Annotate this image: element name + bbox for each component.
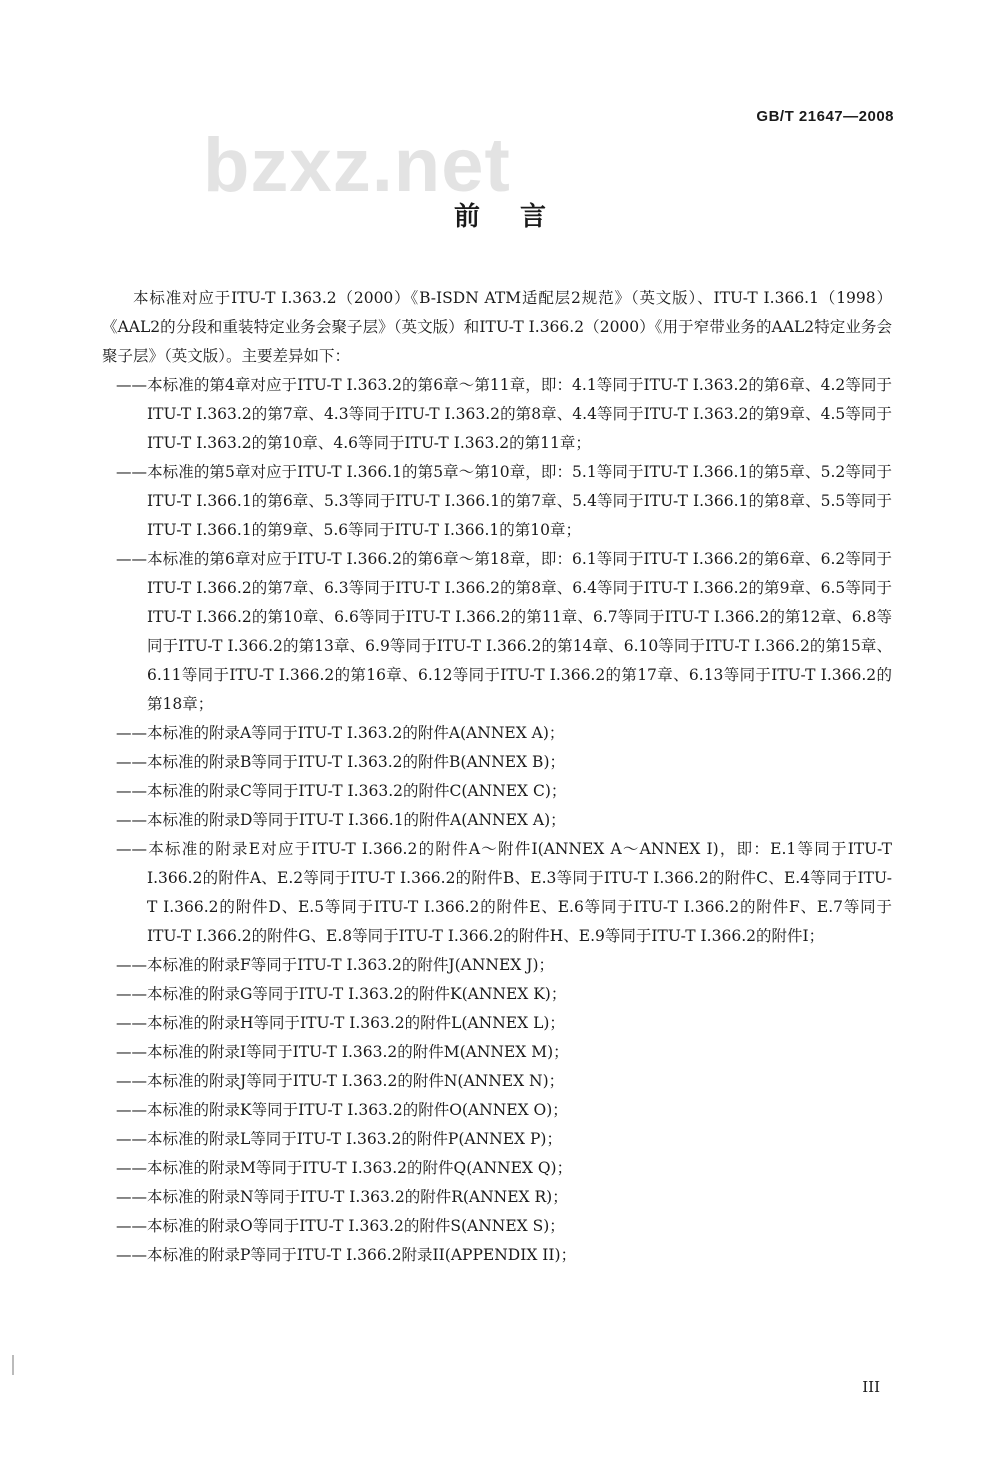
list-item-text: 本标准的附录I等同于ITU-T I.363.2的附件M(ANNEX M)； bbox=[147, 1043, 569, 1061]
list-item-text: 本标准的附录B等同于ITU-T I.363.2的附件B(ANNEX B)； bbox=[147, 753, 565, 771]
list-item bbox=[102, 371, 892, 458]
list-item bbox=[102, 1067, 892, 1096]
list-item bbox=[102, 1241, 892, 1270]
dash-marker: —— bbox=[116, 1101, 147, 1119]
list-item bbox=[102, 1212, 892, 1241]
dash-marker: —— bbox=[116, 782, 147, 800]
list-item bbox=[102, 458, 892, 545]
list-item bbox=[102, 1009, 892, 1038]
list-item bbox=[102, 951, 892, 980]
list-item-text: 本标准的附录H等同于ITU-T I.363.2的附件L(ANNEX L)； bbox=[147, 1014, 565, 1032]
dash-marker: —— bbox=[116, 1043, 147, 1061]
list-item-text: 本标准的附录K等同于ITU-T I.363.2的附件O(ANNEX O)； bbox=[147, 1101, 568, 1119]
list-item bbox=[102, 806, 892, 835]
list-item bbox=[102, 1154, 892, 1183]
list-item-text: 本标准的附录P等同于ITU-T I.366.2附录II(APPENDIX II)； bbox=[147, 1246, 577, 1264]
list-item-text: 本标准的附录C等同于ITU-T I.363.2的附件C(ANNEX C)； bbox=[147, 782, 567, 800]
dash-marker: —— bbox=[116, 550, 147, 568]
list-item-text: 本标准的附录L等同于ITU-T I.363.2的附件P(ANNEX P)； bbox=[147, 1130, 562, 1148]
list-item-text: 本标准的附录G等同于ITU-T I.363.2的附件K(ANNEX K)； bbox=[147, 985, 567, 1003]
dash-marker: —— bbox=[116, 1246, 147, 1264]
standard-code: GB/T 21647—2008 bbox=[756, 108, 894, 125]
dash-marker: —— bbox=[116, 1217, 147, 1235]
list-item-text: 本标准的第6章对应于ITU-T I.366.2的第6章～第18章，即：6.1等同于ITU-T I.366.2的第6章、6.2等同于ITU-T I.366.2的第7章、6.3等同于ITU-T I.366.2的第8章、6.4等同于ITU-T I.366.2的第9章、6.5等同于ITU-T I.366.2的第10章、6.6等同于ITU-T I.366.2的第11章、6.7等同于ITU-T I.366.2的第12章、6.8等同于ITU-T I.366.2的第13章、6.9等同于ITU-T I.366.2的第14章、6.10等同于ITU-T I.366.2的第15章、6.11等同于ITU-T I.366.2的第16章、6.12等同于ITU-T I.366.2的第17章、6.13等同于ITU-T I.366.2的第18章； bbox=[147, 550, 892, 713]
dash-marker: —— bbox=[116, 724, 147, 742]
scan-edge-mark bbox=[12, 1355, 14, 1375]
dash-marker: —— bbox=[116, 1014, 147, 1032]
list-item-text: 本标准的附录O等同于ITU-T I.363.2的附件S(ANNEX S)； bbox=[147, 1217, 565, 1235]
dash-marker: —— bbox=[116, 376, 147, 394]
dash-marker: —— bbox=[116, 956, 147, 974]
list-item-text: 本标准的附录D等同于ITU-T I.366.1的附件A(ANNEX A)； bbox=[147, 811, 566, 829]
dash-marker: —— bbox=[116, 753, 147, 771]
list-item-text: 本标准的附录E对应于ITU-T I.366.2的附件A～附件I(ANNEX A～ANNEX I)，即：E.1等同于ITU-T I.366.2的附件A、E.2等同于ITU-T I.366.2的附件B、E.3等同于ITU-T I.366.2的附件C、E.4等同于ITU-T I.366.2的附件D、E.5等同于ITU-T I.366.2的附件E、E.6等同于ITU-T I.366.2的附件F、E.7等同于ITU-T I.366.2的附件G、E.8等同于ITU-T I.366.2的附件H、E.9等同于ITU-T I.366.2的附件I； bbox=[147, 840, 892, 945]
list-item-text: 本标准的附录N等同于ITU-T I.363.2的附件R(ANNEX R)； bbox=[147, 1188, 568, 1206]
list-item bbox=[102, 980, 892, 1009]
list-item bbox=[102, 748, 892, 777]
list-item-text: 本标准的第5章对应于ITU-T I.366.1的第5章～第10章，即：5.1等同于ITU-T I.366.1的第5章、5.2等同于ITU-T I.366.1的第6章、5.3等同于ITU-T I.366.1的第7章、5.4等同于ITU-T I.366.1的第8章、5.5等同于ITU-T I.366.1的第9章、5.6等同于ITU-T I.366.1的第10章； bbox=[147, 463, 892, 539]
dash-marker: —— bbox=[116, 1130, 147, 1148]
dash-marker: —— bbox=[116, 1188, 147, 1206]
watermark: bzxz.net bbox=[203, 123, 511, 208]
list-item-text: 本标准的第4章对应于ITU-T I.363.2的第6章～第11章，即：4.1等同于ITU-T I.363.2的第6章、4.2等同于ITU-T I.363.2的第7章、4.3等同于ITU-T I.363.2的第8章、4.4等同于ITU-T I.363.2的第9章、4.5等同于ITU-T I.363.2的第10章、4.6等同于ITU-T I.363.2的第11章； bbox=[147, 376, 892, 452]
list-item-text: 本标准的附录A等同于ITU-T I.363.2的附件A(ANNEX A)； bbox=[147, 724, 565, 742]
dash-marker: —— bbox=[116, 1159, 147, 1177]
list-item bbox=[102, 719, 892, 748]
page-number: III bbox=[862, 1378, 880, 1396]
list-item bbox=[102, 1096, 892, 1125]
list-item-text: 本标准的附录F等同于ITU-T I.363.2的附件J(ANNEX J)； bbox=[147, 956, 554, 974]
difference-list bbox=[102, 371, 892, 1270]
page-title: 前言 bbox=[453, 202, 586, 232]
list-item bbox=[102, 1038, 892, 1067]
intro-paragraph: 本标准对应于ITU-T I.363.2（2000）《B-ISDN ATM适配层2规范》（英文版）、ITU-T I.366.1（1998）《AAL2的分段和重装特定业务会聚子层》（英文版）和ITU-T I.366.2（2000）《用于窄带业务的AAL2特定业务会聚子层》（英文版）。主要差异如下： bbox=[102, 289, 892, 365]
dash-marker: —— bbox=[116, 1072, 147, 1090]
dash-marker: —— bbox=[116, 985, 147, 1003]
dash-marker: —— bbox=[116, 840, 147, 858]
list-item bbox=[102, 1125, 892, 1154]
list-item bbox=[102, 777, 892, 806]
document-body bbox=[102, 284, 892, 1270]
list-item bbox=[102, 1183, 892, 1212]
list-item-text: 本标准的附录J等同于ITU-T I.363.2的附件N(ANNEX N)； bbox=[147, 1072, 565, 1090]
list-item-text: 本标准的附录M等同于ITU-T I.363.2的附件Q(ANNEX Q)； bbox=[147, 1159, 573, 1177]
list-item bbox=[102, 835, 892, 951]
dash-marker: —— bbox=[116, 463, 147, 481]
list-item bbox=[102, 545, 892, 719]
dash-marker: —— bbox=[116, 811, 147, 829]
